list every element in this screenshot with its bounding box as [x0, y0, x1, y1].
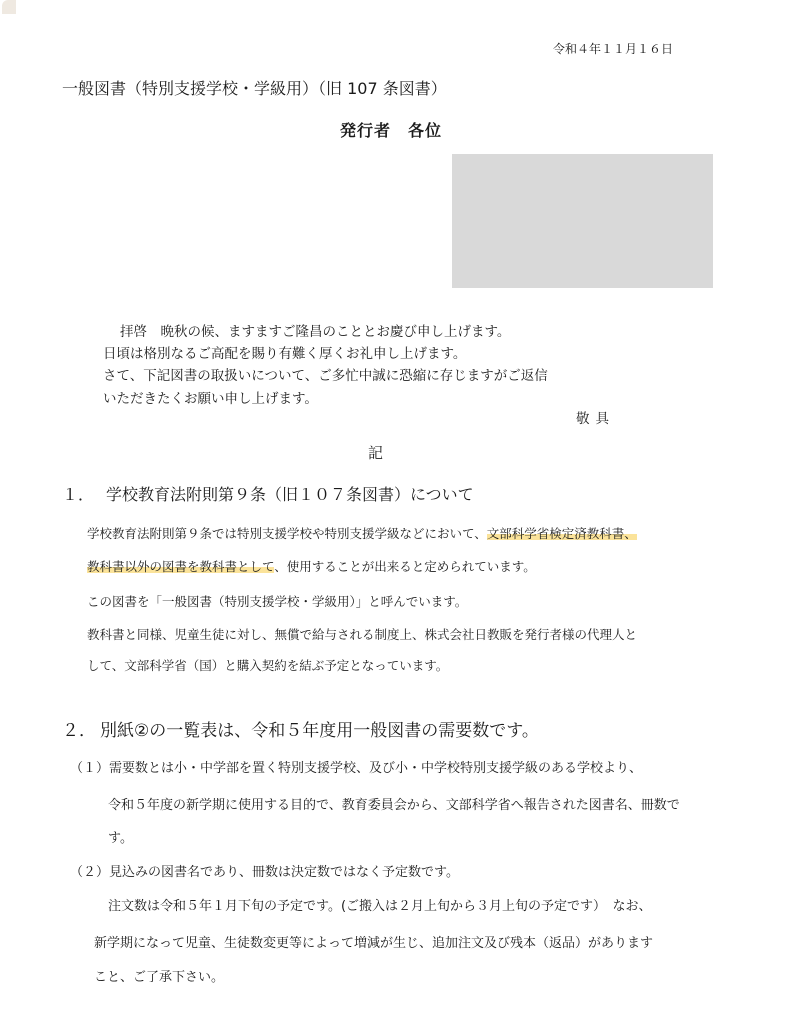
section-2-item-1-cont: 令和５年度の新学期に使用する目的で、教育委員会から、文部科学省へ報告された図書名、冊数で [108, 798, 680, 813]
section-1-heading [62, 482, 474, 505]
redacted-sender-block [452, 154, 713, 288]
section-2-item-2-cont: こと、ご了承下さい。 [94, 970, 225, 985]
greeting-line: さて、下記図書の取扱いについて、ご多忙中誠に恐縮に存じますがご返信 [103, 368, 548, 384]
section-2-heading-text: 別紙②の一覧表は、令和５年度用一般図書の需要数です。 [100, 721, 539, 741]
greeting-line: 拝啓 晩秋の候、ますますご隆昌のこととお慶び申し上げます。 [120, 324, 511, 340]
section-2-item-1-cont: す。 [108, 831, 133, 846]
section-2-number: ２． [62, 721, 96, 741]
section-1-paragraph: この図書を「一般図書（特別支援学校・学級用）」と呼んでいます。 [87, 594, 468, 609]
section-1-paragraph [87, 524, 637, 542]
highlighted-text: 教科書以外の図書を教科書として [87, 559, 275, 574]
paragraph-text: 学校教育法附則第９条では特別支援学校や特別支援学級などにおいて、 [87, 526, 487, 541]
section-1-heading-text: 学校教育法附則第９条（旧１０７条図書）について [106, 485, 474, 504]
section-2-item-2-cont: 新学期になって児童、生徒数変更等によって増減が生じ、追加注文及び残本（返品）があります [94, 936, 654, 951]
section-2-heading [62, 716, 539, 741]
paragraph-text: 、使用することが出来ると定められています。 [274, 559, 536, 574]
document-title: 一般図書（特別支援学校・学級用）（旧 107 条図書） [62, 79, 447, 98]
scan-corner-mark [2, 0, 16, 14]
section-1-paragraph [87, 557, 536, 575]
section-1-paragraph: 教科書と同様、児童生徒に対し、無償で給与される制度上、株式会社日教販を発行者様の代理人と [87, 627, 638, 642]
highlighted-text: 文部科学省検定済教科書、 [486, 526, 637, 541]
greeting-line: いただきたくお願い申し上げます。 [103, 391, 318, 407]
addressee: 発行者 各位 [340, 121, 443, 140]
ki-mark: 記 [368, 444, 384, 462]
section-2-item-2: （２）見込みの図書名であり、冊数は決定数ではなく予定数です。 [70, 865, 459, 880]
section-2-item-1: （１）需要数とは小・中学部を置く特別支援学校、及び小・中学校特別支援学級のある学校より、 [70, 761, 643, 776]
document-date: 令和４年１１月１６日 [553, 42, 674, 56]
closing-phrase: 敬具 [576, 411, 615, 427]
section-1-paragraph: して、文部科学省（国）と購入契約を結ぶ予定となっています。 [87, 658, 449, 673]
section-2-item-2-cont: 注文数は令和５年１月下旬の予定です。(ご搬入は２月上旬から３月上旬の予定です） なお、 [108, 899, 652, 914]
greeting-line: 日頃は格別なるご高配を賜り有難く厚くお礼申し上げます。 [103, 346, 467, 362]
section-1-number: １． [62, 485, 95, 504]
